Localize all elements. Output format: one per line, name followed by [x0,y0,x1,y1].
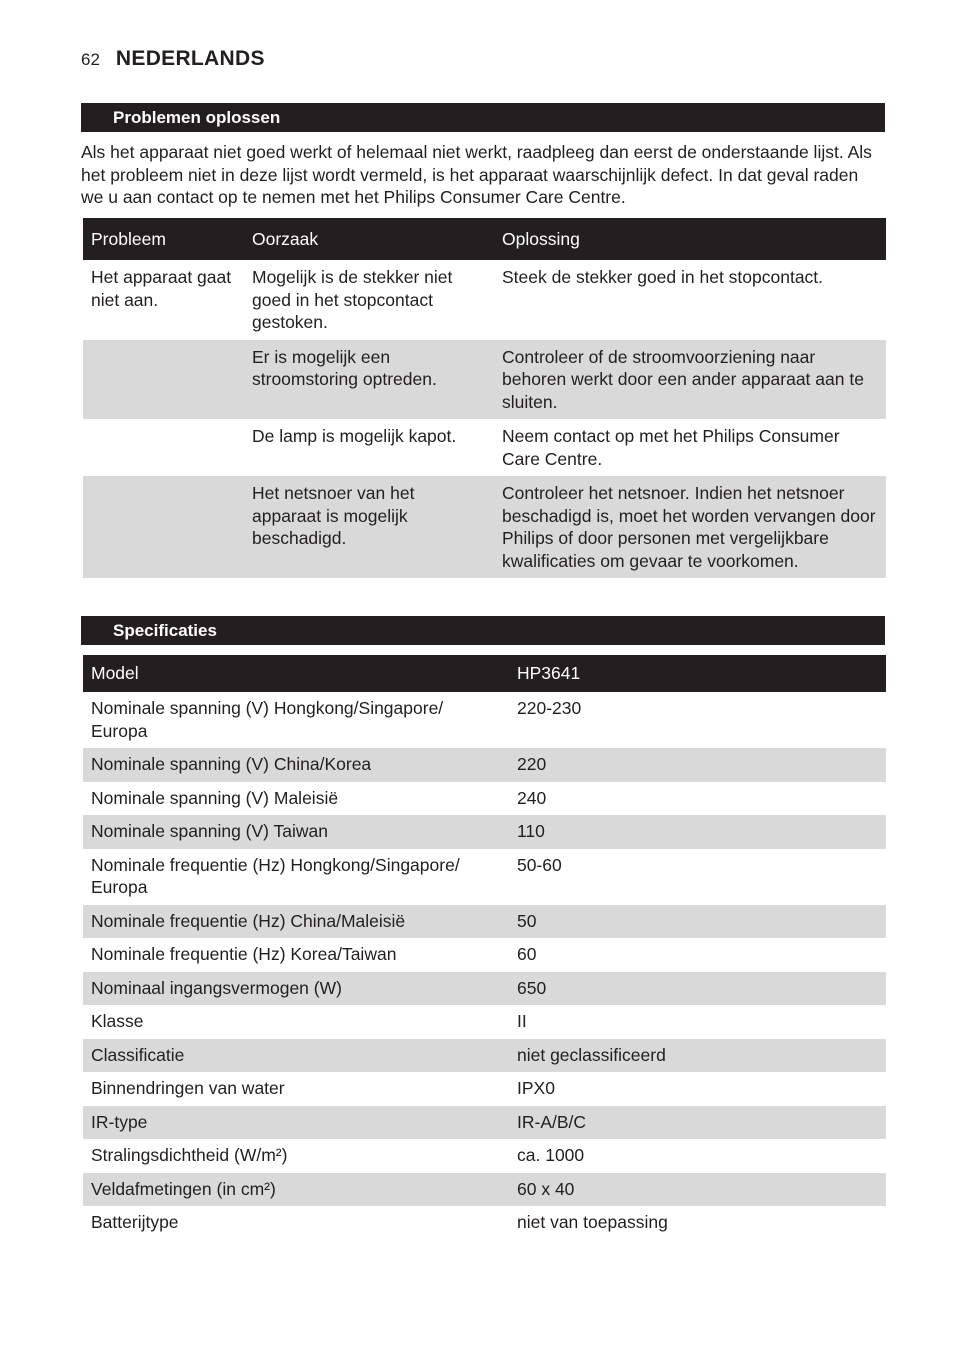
spec-label: Nominale spanning (V) China/Korea [83,748,509,782]
spec-label: Nominale spanning (V) Taiwan [83,815,509,849]
table-row [83,1139,886,1173]
spec-label: Nominale frequentie (Hz) Hongkong/Singapore/ Europa [91,854,460,897]
spec-label: Batterijtype [91,1212,179,1232]
table-row [83,815,886,849]
spec-label: Nominale spanning (V) Hongkong/Singapore/ Europa [91,698,444,741]
spec-value: 220 [509,748,886,782]
table-row [83,260,886,340]
header-problem: Probleem [83,218,244,260]
table-row [83,938,886,972]
spec-value: 50 [509,905,886,939]
table-row [83,1005,886,1039]
table-row [83,340,886,420]
problem-cell [83,476,244,578]
page-header [81,47,265,71]
spec-label: IR-type [83,1106,509,1140]
spec-value: niet van toepassing [517,1212,668,1232]
solution-cell: Neem contact op met het Philips Consumer Care Centre. [502,426,840,469]
spec-value: 650 [509,972,886,1006]
troubleshooting-heading: Problemen oplossen [81,103,885,132]
table-header-row [83,655,886,692]
solution-cell: Controleer het netsnoer. Indien het netsnoer beschadigd is, moet het worden vervangen door Philips of door personen met vergelijkbare kwalificaties om gevaar te voorkomen. [494,476,886,578]
table-row [83,1173,886,1207]
table-row [83,1106,886,1140]
specifications-heading: Specificaties [81,616,885,645]
table-row [83,692,886,748]
spec-value: 60 [517,944,537,964]
header-solution: Oplossing [494,218,886,260]
spec-value: 220-230 [517,698,582,718]
spec-value: ca. 1000 [517,1145,585,1165]
header-model-label: Model [83,655,509,692]
table-row [83,476,886,578]
spec-label: Classificatie [83,1039,509,1073]
problem-cell: Het apparaat gaat niet aan. [91,267,232,310]
page-number: 62 [81,50,100,69]
solution-cell: Steek de stekker goed in het stopcontact. [502,267,824,287]
page-language-heading: NEDERLANDS [115,47,265,70]
table-row [83,972,886,1006]
table-row [83,748,886,782]
table-row [83,1072,886,1106]
spec-label: Nominale frequentie (Hz) Korea/Taiwan [91,944,397,964]
spec-value: niet geclassificeerd [509,1039,886,1073]
cause-cell: De lamp is mogelijk kapot. [252,426,457,446]
spec-value: 50-60 [517,854,562,875]
cause-cell: Mogelijk is de stekker niet goed in het stopcontact gestoken. [252,267,453,332]
table-row [83,419,886,476]
table-row [83,1039,886,1073]
spec-value: IR-A/B/C [509,1106,886,1140]
table-row [83,1206,886,1240]
spec-value: 240 [517,787,547,808]
spec-label: Nominaal ingangsvermogen (W) [83,972,509,1006]
spec-value: IPX0 [517,1078,555,1098]
specifications-table [83,655,886,1240]
spec-value: 60 x 40 [509,1173,886,1207]
troubleshooting-table [83,218,886,578]
solution-cell: Controleer of de stroomvoorziening naar behoren werkt door een ander apparaat aan te sluiten. [494,340,886,420]
problem-cell [83,340,244,420]
cause-cell: Het netsnoer van het apparaat is mogelijk beschadigd. [244,476,494,578]
spec-label: Binnendringen van water [91,1078,285,1098]
spec-label: Nominale spanning (V) Maleisië [91,787,339,808]
spec-value: 110 [509,815,886,849]
spec-value: II [517,1011,527,1031]
header-model-value: HP3641 [509,655,886,692]
troubleshooting-intro: Als het apparaat niet goed werkt of helemaal niet werkt, raadpleeg dan eerst de onderstaande lijst. Als het probleem niet in deze lijst wordt vermeld, is het apparaat waarschijnlijk defect. In dat geval raden we u aan contact op te nemen met het Philips Consumer Care Centre. [81,142,872,207]
spec-label: Klasse [91,1011,144,1031]
header-cause: Oorzaak [244,218,494,260]
table-row [83,782,886,816]
problem-cell [83,419,244,476]
spec-label: Stralingsdichtheid (W/m²) [91,1145,288,1165]
table-row [83,905,886,939]
table-header-row [83,218,886,260]
spec-label: Veldafmetingen (in cm²) [83,1173,509,1207]
table-row [83,849,886,905]
cause-cell: Er is mogelijk een stroomstoring optreden. [244,340,494,420]
spec-label: Nominale frequentie (Hz) China/Maleisië [83,905,509,939]
